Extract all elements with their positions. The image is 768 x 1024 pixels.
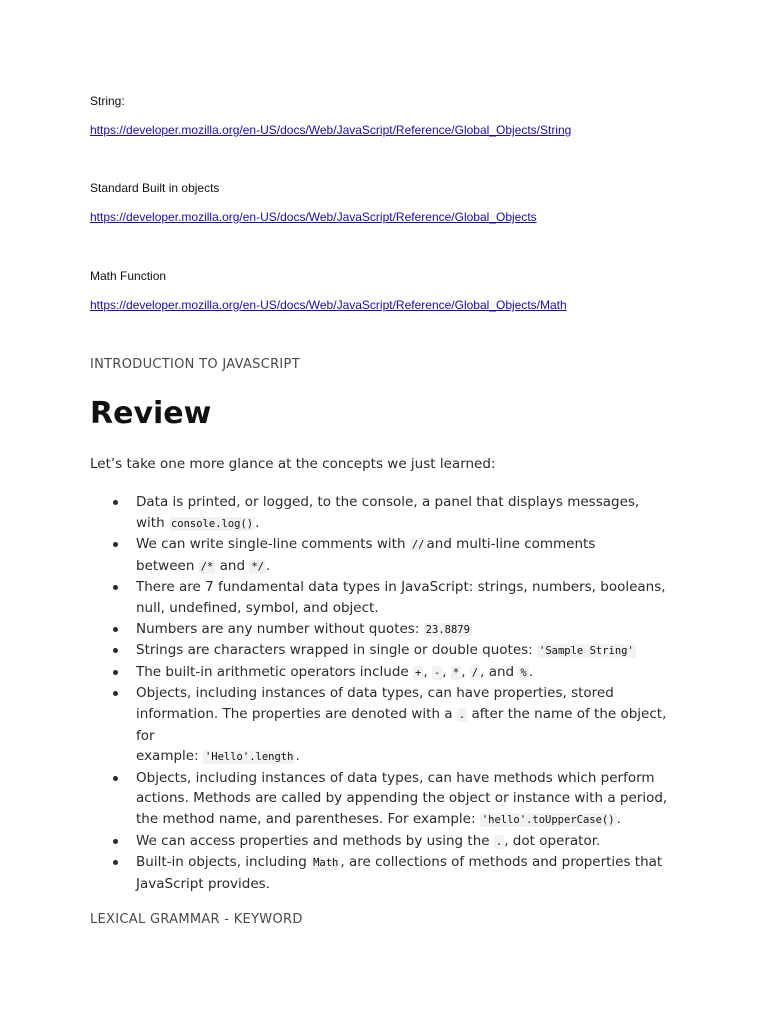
code-snippet: Math	[313, 857, 339, 870]
reference-label-standard-built-in-objects: Standard Built in objects	[90, 181, 220, 195]
list-item: The built-in arithmetic operators include + , - , * , / , and % .	[108, 662, 668, 684]
code-snippet: /	[471, 666, 479, 679]
list-item: Built-in objects, including Math , are collections of methods and properties that JavaScript provides.	[108, 852, 668, 894]
code-snippet: console.log()	[170, 517, 254, 530]
code-snippet: +	[415, 666, 422, 679]
reference-label-math-function: Math Function	[90, 269, 167, 283]
code-snippet: %	[520, 666, 527, 679]
code-snippet: //	[411, 539, 425, 552]
bullet-icon	[113, 500, 118, 505]
code-snippet: .	[495, 835, 503, 848]
list-item: Numbers are any number without quotes: 23.8879	[108, 619, 668, 641]
code-snippet: 'Sample String'	[539, 645, 634, 658]
code-snippet: /*	[200, 560, 214, 573]
bullet-icon	[113, 776, 118, 781]
section-heading-lexical-grammar: LEXICAL GRAMMAR - KEYWORD	[90, 912, 303, 927]
code-snippet: *	[452, 666, 460, 679]
list-item: Data is printed, or logged, to the console, a panel that displays messages, with console.log() .	[108, 492, 668, 534]
code-snippet: */	[251, 560, 264, 573]
code-snippet: 'hello'.toUpperCase()	[481, 813, 615, 826]
list-item: There are 7 fundamental data types in JavaScript: strings, numbers, booleans, null, undefined, symbol, and object.	[108, 577, 668, 618]
list-item: We can write single-line comments with // and multi-line comments between /* and */ .	[108, 534, 668, 577]
bullet-icon	[113, 627, 118, 632]
bullet-icon	[113, 585, 118, 590]
reference-link-string[interactable]: https://developer.mozilla.org/en-US/docs/Web/JavaScript/Reference/Global_Objects/String	[90, 123, 572, 137]
reference-label-string: String:	[90, 94, 125, 108]
list-item: Objects, including instances of data types, can have methods which perform actions. Methods are called by appending the object or instance with a period, the method name, and parentheses. For example: 'hello'.toUpperCase() .	[108, 768, 668, 831]
reference-link-math[interactable]: https://developer.mozilla.org/en-US/docs/Web/JavaScript/Reference/Global_Objects/Math	[90, 298, 567, 312]
code-snippet: .	[458, 708, 466, 721]
bullet-icon	[113, 670, 118, 675]
code-snippet: 23.8879	[425, 623, 470, 636]
list-item: Objects, including instances of data types, can have properties, stored information. The properties are denoted with a . after the name of the object, for example: 'Hello'.length .	[108, 683, 668, 767]
bullet-icon	[113, 542, 118, 547]
bullet-icon	[113, 860, 118, 865]
code-snippet: 'Hello'.length	[204, 751, 294, 764]
page-title: Review	[90, 396, 212, 431]
code-snippet: -	[433, 666, 441, 679]
bullet-icon	[113, 839, 118, 844]
reference-link-global-objects[interactable]: https://developer.mozilla.org/en-US/docs/Web/JavaScript/Reference/Global_Objects	[90, 210, 537, 224]
list-item: Strings are characters wrapped in single or double quotes: 'Sample String'	[108, 640, 668, 662]
intro-text: Let’s take one more glance at the concepts we just learned:	[90, 456, 496, 472]
section-eyebrow: INTRODUCTION TO JAVASCRIPT	[90, 357, 300, 372]
concept-list	[108, 492, 668, 894]
bullet-icon	[113, 648, 118, 653]
list-item: We can access properties and methods by using the . , dot operator.	[108, 831, 668, 853]
bullet-icon	[113, 691, 118, 696]
